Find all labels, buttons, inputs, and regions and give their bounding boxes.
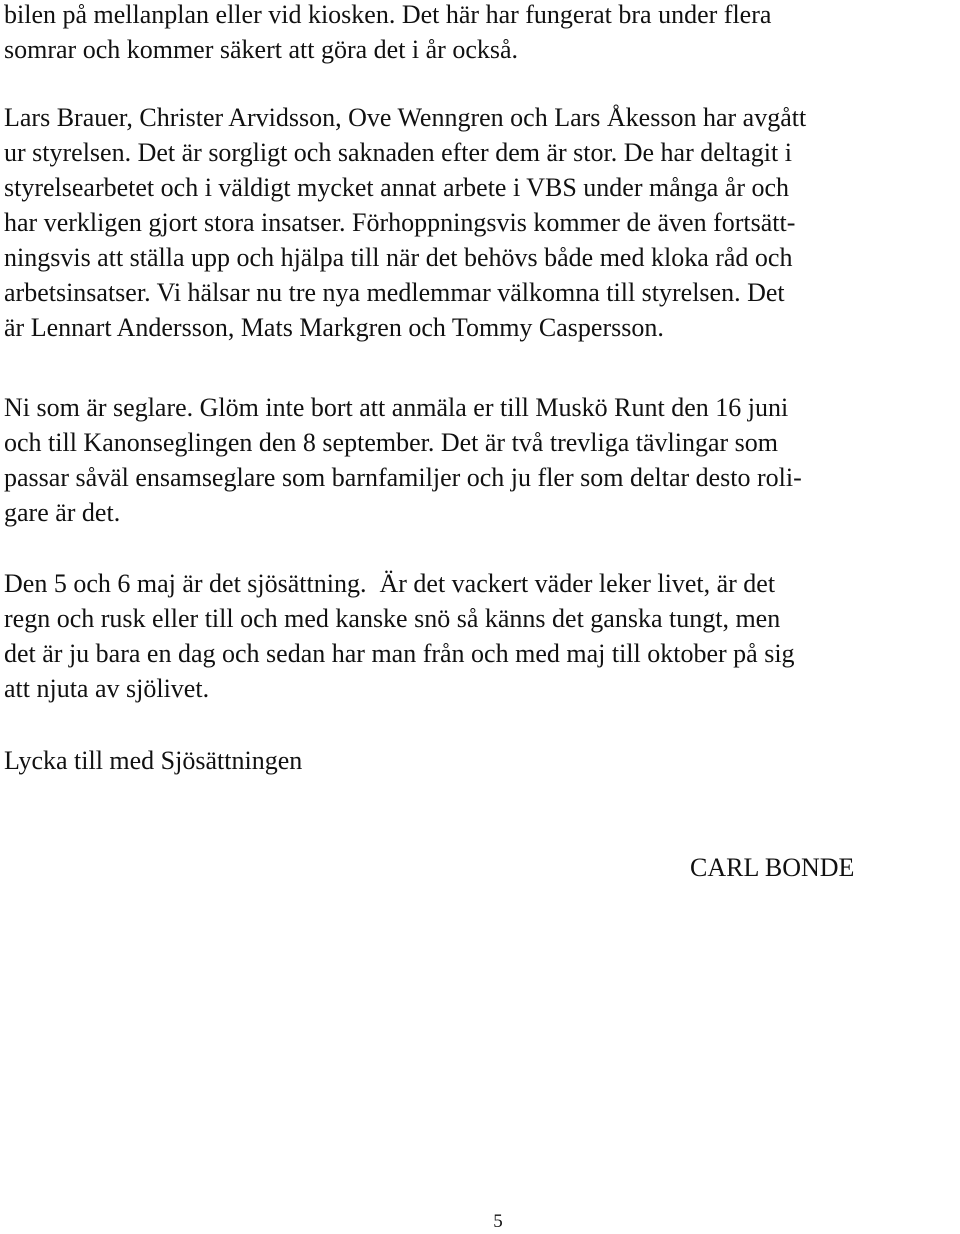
text-line: passar såväl ensamseglare som barnfamiljer och ju fler som deltar desto roli- [4,463,802,492]
text-line: Lars Brauer, Christer Arvidsson, Ove Wenngren och Lars Åkesson har avgått [4,103,807,132]
text-line: är Lennart Andersson, Mats Markgren och Tommy Caspersson. [4,313,664,342]
text-line: har verkligen gjort stora insatser. Förhoppningsvis kommer de även fortsätt- [4,208,796,237]
paragraph-good-luck [4,743,302,778]
signature: CARL BONDE [690,853,855,882]
text-line: Ni som är seglare. Glöm inte bort att anmäla er till Muskö Runt den 16 juni [4,393,789,422]
text-line: bilen på mellanplan eller vid kiosken. Det här har fungerat bra under flera [4,0,772,29]
text-line: ningsvis att ställa upp och hjälpa till när det behövs både med kloka råd och [4,243,793,272]
page-number: 5 [493,1211,503,1232]
paragraph-launch-day [4,566,795,706]
paragraph-board-changes [4,100,806,345]
text-line: arbetsinsatser. Vi hälsar nu tre nya medlemmar välkomna till styrelsen. Det [4,278,785,307]
paragraph-sailing-races [4,390,802,530]
text-line: att njuta av sjölivet. [4,674,210,703]
text-line: regn och rusk eller till och med kanske snö så känns det ganska tungt, men [4,604,781,633]
text-line: det är ju bara en dag och sedan har man från och med maj till oktober på sig [4,639,795,668]
text-line: ur styrelsen. Det är sorgligt och saknaden efter dem är stor. De har deltagit i [4,138,792,167]
text-line: Lycka till med Sjösättningen [4,746,303,775]
text-line: och till Kanonseglingen den 8 september. Det är två trevliga tävlingar som [4,428,779,457]
text-line: Den 5 och 6 maj är det sjösättning. Är det vackert väder leker livet, är det [4,569,776,598]
paragraph-kiosk [4,0,771,67]
text-line: somrar och kommer säkert att göra det i år också. [4,35,519,64]
text-line: styrelsearbetet och i väldigt mycket annat arbete i VBS under många år och [4,173,790,202]
text-line: gare är det. [4,498,121,527]
